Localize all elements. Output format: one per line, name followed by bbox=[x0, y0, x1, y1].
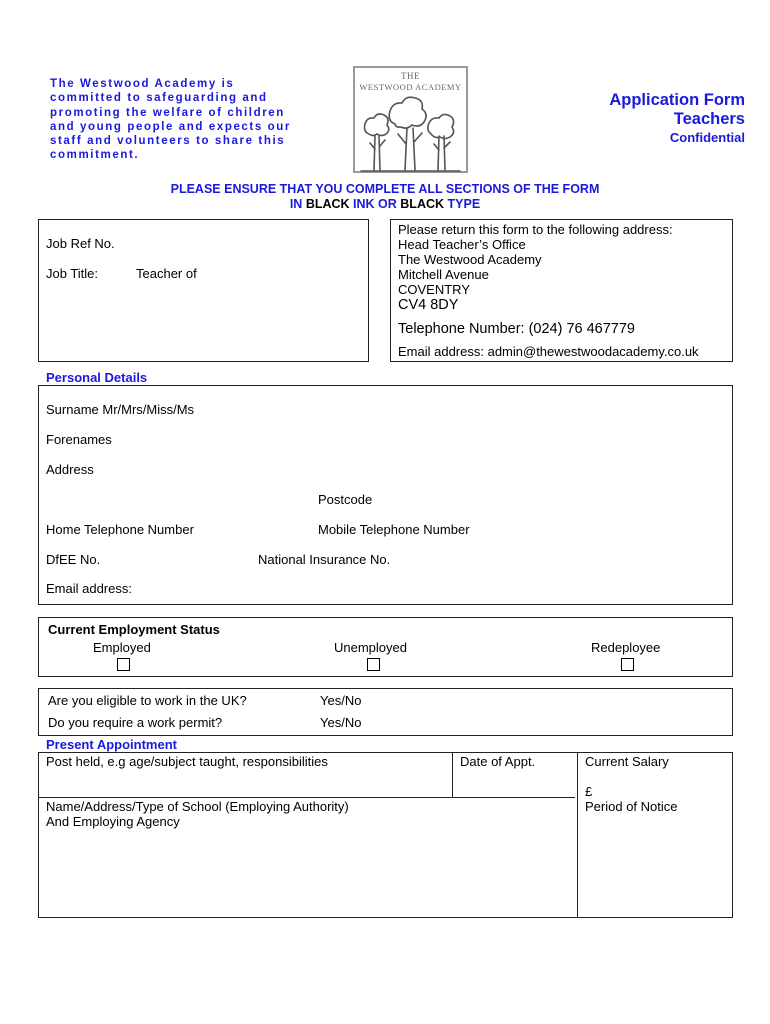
address-line-3: Mitchell Avenue bbox=[398, 267, 489, 282]
address-line-4: COVENTRY bbox=[398, 282, 470, 297]
period-of-notice-label: Period of Notice bbox=[585, 799, 678, 814]
redeployee-label: Redeployee bbox=[591, 640, 661, 655]
divider bbox=[39, 797, 575, 798]
redeployee-checkbox[interactable] bbox=[621, 658, 634, 671]
personal-details-heading: Personal Details bbox=[46, 370, 148, 385]
personal-details-box bbox=[38, 385, 733, 605]
confidential-label: Confidential bbox=[669, 130, 745, 145]
instruction-black-type: BLACK bbox=[400, 197, 445, 211]
instruction-type: TYPE bbox=[447, 197, 481, 211]
address-line-2: The Westwood Academy bbox=[398, 252, 542, 267]
unemployed-label: Unemployed bbox=[334, 640, 407, 655]
email-label: Email address: bbox=[46, 581, 132, 596]
surname-label: Surname Mr/Mrs/Miss/Ms bbox=[46, 402, 195, 417]
present-appointment-heading: Present Appointment bbox=[46, 737, 177, 752]
divider bbox=[577, 753, 578, 917]
form-subtitle: Teachers bbox=[673, 110, 745, 128]
return-address-box bbox=[390, 219, 733, 362]
form-title: Application Form bbox=[609, 91, 745, 109]
present-appointment-table bbox=[38, 752, 733, 918]
return-intro: Please return this form to the following address: bbox=[398, 222, 673, 237]
job-title-label: Job Title: bbox=[46, 266, 99, 281]
return-address-text bbox=[398, 222, 699, 359]
address-postcode: CV4 8DY bbox=[398, 297, 459, 313]
current-salary-label: Current Salary bbox=[585, 754, 669, 769]
eligibility-box bbox=[38, 688, 733, 736]
job-ref-label: Job Ref No. bbox=[46, 236, 115, 251]
form-title-block bbox=[609, 91, 745, 147]
job-title-value: Teacher of bbox=[136, 266, 197, 281]
salary-currency: £ bbox=[585, 784, 593, 799]
instruction-in: IN bbox=[289, 197, 303, 211]
instruction-line-1: PLEASE ENSURE THAT YOU COMPLETE ALL SECTIONS OF THE FORM bbox=[170, 182, 600, 196]
eligible-question: Are you eligible to work in the UK? bbox=[48, 693, 247, 708]
home-telephone-label: Home Telephone Number bbox=[46, 522, 194, 537]
dfee-number-label: DfEE No. bbox=[46, 552, 101, 567]
safeguarding-statement: The Westwood Academy is committed to safeguarding and promoting the welfare of children and young people and expects our staff and volunteers to share this commitment. bbox=[50, 78, 291, 162]
employed-checkbox[interactable] bbox=[117, 658, 130, 671]
instruction-black-ink: BLACK bbox=[305, 197, 350, 211]
postcode-label: Postcode bbox=[318, 492, 373, 507]
logo-text-name: WESTWOOD ACADEMY bbox=[359, 82, 462, 92]
logo-text-the: THE bbox=[401, 71, 420, 81]
trees-icon bbox=[355, 94, 466, 174]
address-line-1: Head Teacher’s Office bbox=[398, 237, 526, 252]
work-permit-answer[interactable]: Yes/No bbox=[320, 715, 362, 730]
telephone-number: Telephone Number: (024) 76 467779 bbox=[398, 321, 635, 337]
national-insurance-label: National Insurance No. bbox=[258, 552, 391, 567]
eligible-answer[interactable]: Yes/No bbox=[320, 693, 362, 708]
employing-agency-label: And Employing Agency bbox=[46, 814, 180, 829]
instruction-line-2 bbox=[0, 196, 770, 212]
work-permit-question: Do you require a work permit? bbox=[48, 715, 223, 730]
employment-status-box bbox=[38, 617, 733, 677]
instruction-ink-or: INK OR bbox=[353, 197, 397, 211]
mobile-telephone-label: Mobile Telephone Number bbox=[318, 522, 470, 537]
date-of-appointment-label: Date of Appt. bbox=[460, 754, 536, 769]
divider bbox=[452, 753, 453, 798]
post-held-label: Post held, e.g age/subject taught, responsibilities bbox=[46, 754, 328, 769]
school-logo bbox=[353, 66, 468, 173]
address-label: Address bbox=[46, 462, 94, 477]
school-name-label: Name/Address/Type of School (Employing Authority) bbox=[46, 799, 349, 814]
job-details-box bbox=[38, 219, 369, 362]
unemployed-checkbox[interactable] bbox=[367, 658, 380, 671]
email-address: Email address: admin@thewestwoodacademy.co.uk bbox=[398, 344, 699, 359]
employed-label: Employed bbox=[93, 640, 151, 655]
employment-status-heading: Current Employment Status bbox=[48, 622, 220, 637]
forenames-label: Forenames bbox=[46, 432, 112, 447]
